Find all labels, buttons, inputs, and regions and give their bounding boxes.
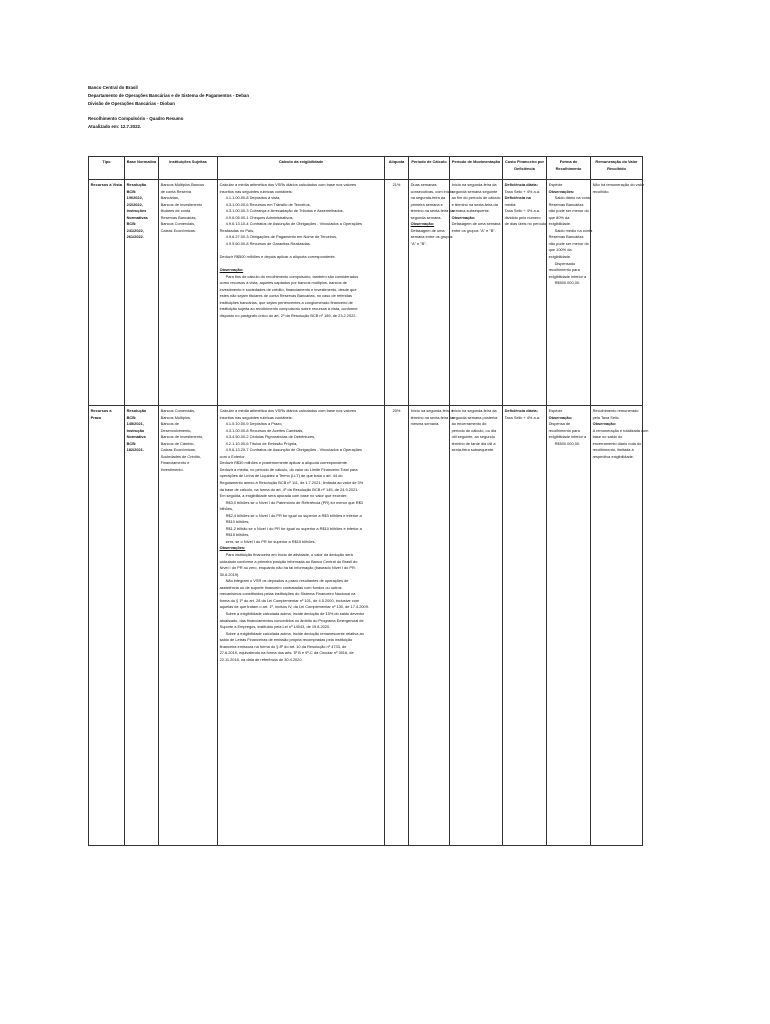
cell-line: entre os grupos "A" e "B". xyxy=(451,227,496,233)
cell-line: 2/2/2022, xyxy=(126,201,143,207)
cell-calculo xyxy=(218,406,385,846)
cell-line: segunda semana posterior xyxy=(451,414,498,420)
cell-line: R$500.000,00. xyxy=(554,440,581,446)
cell-line: Espécie xyxy=(548,408,563,413)
document-header xyxy=(88,84,249,131)
cell-line: Bancos Múltiplos, xyxy=(160,414,192,420)
cell-line: Taxa Selic + 4% a.a. xyxy=(504,188,540,194)
cell-line: exigibilidade inferior a xyxy=(548,434,587,440)
cell-line: instituições bancárias, que sejam pertencentes a conglomerado financeiro de xyxy=(219,299,353,305)
cell-line: exigibilidade inferior a xyxy=(548,273,587,279)
cell-line: Não integram o VSR os depósitos a prazo resultantes de operações de xyxy=(225,578,349,584)
cell-line: Espécie xyxy=(548,182,563,187)
cell-line: assistência ou de suporte financeiro contratadas com fundos ou outros xyxy=(219,584,342,590)
cell-line: A remuneração é totalizada com xyxy=(592,427,649,433)
cell-line: financeira emissora na forma do § 8º do art. 10 da Resolução nº 4733, de xyxy=(219,643,347,649)
cell-line: Suporte a Empregos, instituído pela Lei nº 14043, de 19.8.2020. xyxy=(219,624,331,630)
cell-base-normativa xyxy=(125,180,159,406)
division-name: Divisão de Operações Bancárias - Dioban xyxy=(88,100,175,106)
cell-line: Defasagem de uma semana xyxy=(451,221,501,227)
cell-line: R$3,0 bilhões se o Nível I do Patrimônio de Referência (PR) for menor que R$3 xyxy=(225,499,363,505)
cell-line: Defasagem de uma xyxy=(410,227,445,233)
cell-line: ao fim do período de cálculo xyxy=(451,195,501,201)
cell-line: 4.9.6.05.00-1 Cheques Administrativos, xyxy=(225,214,294,220)
col-header-forma: Forma de Recolhimento xyxy=(547,157,591,180)
cell-line: encerramento diário nota do xyxy=(592,440,642,446)
cell-line: Reservas Bancárias xyxy=(548,201,584,207)
cell-line: pela Taxa Selic. xyxy=(592,414,620,420)
cell-custo-financeiro xyxy=(503,406,547,846)
cell-line: 4.9.6.13.20-7 Contratos de Assunção de Obrigações - Vinculados a Operações xyxy=(225,447,362,453)
cell-line: Resolução xyxy=(126,408,147,413)
col-header-remuneracao: Remuneração do Valor Recolhido xyxy=(591,157,643,180)
cell-line: 4.3.1.00.00-6 Recursos em Trânsito de Terceiros, xyxy=(225,201,311,207)
cell-line: Realizadas no País, xyxy=(219,227,255,233)
cell-line: Calcular a média aritmética dos VSRs diários calculados com base nos valores xyxy=(219,182,357,187)
cell-line: Bancos Múltiplos,Bancos xyxy=(160,182,205,187)
cell-line: Início na segunda-feira da xyxy=(451,182,497,187)
cell-line: 27.6.2019, equivalendo na forma dos arts. 5º B e 9º-C da Circular nº 3916, de xyxy=(219,650,354,656)
cell-line: 4.1.1.00.00-8 Depósitos à vista, xyxy=(225,195,281,201)
cell-line: Caixas Econômicas. xyxy=(160,227,196,233)
cell-line: e término na sexta-feira da xyxy=(451,201,498,207)
cell-line: 4.3.1.00.00-8 Recursos de Aceites Cambiais, xyxy=(225,427,304,433)
cell-tipo: Recursos à Vista xyxy=(89,180,125,406)
col-header-instituicoes: Instituições Sujeitas xyxy=(159,157,218,180)
cell-line: Deficiência diária: xyxy=(504,408,538,413)
cell-line: Resolução xyxy=(126,182,147,187)
cell-line: Deduzir R$30 milhões e posteriormente aplicar a alíquota correspondente. xyxy=(219,460,349,466)
cell-line: Reservas Bancárias xyxy=(548,234,584,240)
cell-line: Observação: xyxy=(451,214,476,220)
cell-line: 4.9.6.13.10-4 Contratos de Assunção de Obrigações - Vinculados a Operações xyxy=(225,221,362,227)
cell-line: ao encerramento do xyxy=(451,421,487,427)
cell-line: Deficiência na xyxy=(504,195,531,201)
cell-line: Observação: xyxy=(592,421,617,427)
cell-line: Sobre a exigibilidade calculada acima, incide dedução de 15% do saldo devedor xyxy=(225,610,365,616)
cell-line: 1/9/2022, xyxy=(126,195,143,201)
cell-line: na segunda-feira da xyxy=(410,195,446,201)
cell-line: 182/2021. xyxy=(126,447,144,453)
cell-line: atualizado, das financiamentos concedidos no âmbito do Programa Emergencial de xyxy=(219,617,364,623)
cell-line: R$1,2 bilhão se o Nível I do PR for igual ou superior a R$10 bilhões e inferior a xyxy=(225,525,362,531)
cell-line: Observações: xyxy=(219,545,246,551)
cell-line: operações de Linha de Liquidez a Termo (LLT) de que trata o art. 44 do xyxy=(219,473,343,479)
cell-line: de dias úteis no período. xyxy=(504,221,548,227)
cell-line: Em seguida, a exigibilidade será apurada com base no valor que exceder: xyxy=(219,493,348,499)
cell-line: 4.2.1.10.00-6 Títulos de Emissão Própria, xyxy=(225,440,298,446)
cell-line: zero, se o Nível I do PR for superior a R$15 bilhões. xyxy=(225,538,316,544)
cell-line: 261/2022. xyxy=(126,234,144,240)
cell-line: Início na segunda-feira e xyxy=(410,408,454,413)
cell-line: da base de cálculo, na forma do art. 4º da Resolução BCB nº 145, de 24.9.2021. xyxy=(219,486,359,492)
cell-line: Duas semanas xyxy=(410,182,437,187)
cell-line: com o Exterior. xyxy=(219,453,246,459)
cell-line: Não há remuneração do valor xyxy=(592,182,645,187)
cell-line: 4.3.1.00.00-3 Cobrança e Arrecadação de Tributos e Assemelhados, xyxy=(225,208,344,214)
cell-line: Saldo médio na conta xyxy=(554,227,593,233)
cell-line: Observação: xyxy=(410,221,435,227)
cell-line: dividido pelo número xyxy=(504,214,541,220)
cell-line: exigibilidade. xyxy=(548,221,572,227)
cell-line: Bancos de Câmbio, xyxy=(160,440,195,446)
cell-line: R$500.000,00. xyxy=(554,280,581,286)
cell-aliquota: 20% xyxy=(385,406,409,846)
cell-line: semana subsequente. xyxy=(451,208,490,214)
cell-line: Caixas Econômicas, xyxy=(160,447,196,453)
cell-line: como recursos à vista, aqueles captados por bancos múltiplos, bancos de xyxy=(219,280,347,286)
cell-line: Nível I do PR ou zero, enquanto não há tal informação (baseado Nível I do PR: xyxy=(219,565,356,571)
col-header-periodo-calculo: Período de Cálculo xyxy=(409,157,450,180)
department-name: Departamento de Operações Bancárias e de Sistema de Pagamentos - Deban xyxy=(88,92,250,98)
cell-line: recolhimento para xyxy=(548,267,580,273)
col-header-aliquota: Alíquota xyxy=(385,157,409,180)
cell-line: inscritos nas seguintes rubricas contábeis: xyxy=(219,414,293,420)
cell-periodo-calculo xyxy=(409,406,454,846)
cell-line: Normativas xyxy=(126,214,148,220)
cell-line: BCB: xyxy=(126,414,137,420)
cell-instituicoes xyxy=(159,180,218,406)
cell-line: Taxa Selic + 4% a.a. xyxy=(504,208,540,214)
cell-line: estes não sejam titulares de conta Reservas Bancárias, no caso de referidas xyxy=(219,293,352,299)
cell-line: Bancos de xyxy=(160,421,179,427)
cell-line: 30.6.2019). xyxy=(219,571,240,577)
cell-line: 241/2022, xyxy=(126,227,144,233)
cell-line: investimento e sociedades de crédito, financiamento e investimento, desde que xyxy=(219,286,357,292)
cell-line: BCB: xyxy=(126,440,137,446)
cell-line: que 100% da xyxy=(548,247,572,253)
cell-line: Reservas Bancárias, xyxy=(160,214,197,220)
cell-line: Instrução xyxy=(126,427,145,433)
cell-line: mecanismos constituídos pelas instituições do Sistema Financeiro Nacional na xyxy=(219,591,356,597)
cell-periodo-movimentacao xyxy=(450,180,503,406)
cell-line: 4.9.6.27.00-3 Obrigações de Pagamento em Nome de Terceiros, xyxy=(225,234,338,240)
cell-line: inscritos nas seguintes rubricas contábeis: xyxy=(219,188,293,194)
updated-date: Atualizado em: 12.7.2022. xyxy=(88,124,142,130)
cell-line: consecutivas, com início xyxy=(410,188,453,194)
cell-tipo: Recursos a Prazo xyxy=(89,406,125,846)
cell-line: base no saldo do xyxy=(592,434,623,440)
cell-line: Investimento. xyxy=(160,466,184,472)
cell-line: 4.1.5.10.00-9 Depósitos a Prazo, xyxy=(225,421,283,427)
cell-line: respectiva exigibilidade. xyxy=(592,453,634,459)
cell-line: forma do § 1º do art. 28 da Lei Complementar nº 101, de 4.5.2000, inclusive com xyxy=(219,597,360,603)
cell-line: recolhimento para xyxy=(548,427,580,433)
cell-line: Bancos Comerciais, xyxy=(160,221,196,227)
cell-line: Início na segunda-feira da xyxy=(451,408,497,413)
cell-line: segunda semana seguinte xyxy=(451,188,498,194)
cell-line: "A" e "B". xyxy=(410,240,427,246)
cell-forma xyxy=(547,406,591,846)
cell-remuneracao xyxy=(591,406,649,846)
cell-line: Observação: xyxy=(548,414,573,420)
cell-forma xyxy=(547,180,591,406)
cell-aliquota: 21% xyxy=(385,180,409,406)
cell-line: Observação: xyxy=(219,267,244,273)
cell-line: instituição sujeita ao recolhimento compulsório sobre recursos à vista, conforme xyxy=(219,306,358,312)
cell-line: 4.3.4.50.00-2 Cédulas Pignoratícias de Debêntures, xyxy=(225,434,316,440)
cell-line: disposto no parágrafo único do art. 2º da Resolução BCB nº 189, de 23.2.2022. xyxy=(219,312,357,318)
cell-line: Normativa xyxy=(126,434,146,440)
col-header-custo-financeiro: Custo Financeiro por Deficiência xyxy=(503,157,547,180)
table-row xyxy=(89,180,643,406)
cell-base-normativa xyxy=(125,406,159,846)
cell-line: Deficiência diária: xyxy=(504,182,538,187)
cell-line: saldo de Letras Financeiras de emissão própria recompradas pela instituição xyxy=(219,637,353,643)
cell-line: Bancárias, xyxy=(160,195,179,201)
cell-line: recolhimento, limitada à xyxy=(592,447,634,453)
col-header-base-normativa: Base Normativa xyxy=(125,157,159,180)
cell-line: Deduzir R$500 milhões e depois aplicar a alíquota correspondente. xyxy=(219,253,336,259)
cell-line: Bancos de Investimento xyxy=(160,201,203,207)
cell-line: término na sexta-feira da xyxy=(410,208,454,214)
cell-periodo-calculo xyxy=(409,180,454,406)
col-header-tipo: Tipo xyxy=(89,157,125,180)
cell-calculo xyxy=(218,180,385,406)
cell-line: Para instituição financeira em início de atividade, o valor da dedução será xyxy=(225,552,353,558)
cell-line: Bancos Comerciais, xyxy=(160,408,196,413)
cell-line: Instruções xyxy=(126,208,147,214)
col-header-calculo: Cálculo da exigibilidade xyxy=(218,157,385,180)
cell-line: útil seguinte, ao segundo xyxy=(451,434,495,440)
cell-line: mesma semana. xyxy=(410,421,440,427)
cell-line: sexta-feira subsequente. xyxy=(451,447,495,453)
cell-line: R$10 bilhões, xyxy=(225,519,250,525)
cell-line: aquelas de que tratam o art. 1º, incisos IV, da Lei Complementar nº 130, de 17.4.2009. xyxy=(219,604,369,610)
cell-line: recolhido. xyxy=(592,188,610,194)
col-header-periodo-movimentacao: Período de Movimentação xyxy=(450,157,503,180)
cell-line: bilhões, xyxy=(219,506,234,512)
cell-line: segunda semana. xyxy=(410,214,442,220)
org-name: Banco Central do Brasil xyxy=(88,85,138,90)
cell-line: calculado conforme a primeira posição informada ao Banco Central do Brasil do xyxy=(219,558,358,564)
cell-line: Recolhimento remunerado xyxy=(592,408,639,413)
table-header-row xyxy=(89,157,643,180)
cell-line: período de cálculo, ou dia xyxy=(451,427,497,433)
cell-line: término na sexta-feira da xyxy=(410,414,454,420)
summary-table xyxy=(88,156,649,846)
cell-line: exigibilidade. xyxy=(548,254,572,260)
cell-remuneracao xyxy=(591,180,643,406)
cell-line: 4.9.9.60.00-8 Recursos de Garantias Realizadas. xyxy=(225,240,311,246)
cell-line: não pode ser menor do xyxy=(548,240,589,246)
cell-line: Desenvolvimento, xyxy=(160,427,192,433)
cell-line: Regulamento anexo à Resolução BCB nº 111, de 1.7.2021, limitada ao valor de 3% xyxy=(219,480,364,486)
cell-line: término de tarde dia útil a xyxy=(451,440,496,446)
cell-line: Bancos de Investimento, xyxy=(160,434,204,440)
cell-line: BCB: xyxy=(126,221,137,227)
cell-line: BCB: xyxy=(126,188,137,194)
cell-line: Dispensado xyxy=(554,260,576,266)
cell-line: Deduzir a média, no período de cálculo, do valor do Limite Financeiro Total para xyxy=(219,466,358,472)
cell-periodo-movimentacao xyxy=(450,406,503,846)
cell-line: Calcular a média aritmética dos VSRs diários calculados com base nos valores xyxy=(219,408,357,413)
cell-line: de conta Reserva xyxy=(160,188,192,194)
cell-line: Taxa Selic + 4% a.a. xyxy=(504,414,540,420)
cell-line: 22.11.2018, na data de referência de 30.4.2020. xyxy=(219,656,303,662)
cell-line: R$2,4 bilhões se o Nível I do PR for igual ou superior a R$3 bilhões e inferior a xyxy=(225,512,362,518)
cell-line: primeira semana e xyxy=(410,201,443,207)
cell-line: Financiamento e xyxy=(160,460,190,466)
table-row xyxy=(89,406,643,846)
cell-line: semana entre os grupos xyxy=(410,234,453,240)
cell-line: 145/2021, xyxy=(126,421,144,427)
cell-line: não pode ser menor do xyxy=(548,208,589,214)
cell-line: que 80% da xyxy=(548,214,570,220)
cell-line: R$15 bilhões, xyxy=(225,532,250,538)
document-title: Recolhimento Compulsório - Quadro Resumo xyxy=(88,116,184,122)
cell-line: Dispensa de xyxy=(548,421,571,427)
cell-line: titulares de conta xyxy=(160,208,191,214)
cell-line: Saldo diário na conta xyxy=(554,195,592,201)
cell-line: Para fins de cálculo do recolhimento compulsório, também são considerados xyxy=(225,273,359,279)
cell-custo-financeiro xyxy=(503,180,547,406)
cell-line: Observações: xyxy=(548,188,575,194)
cell-instituicoes xyxy=(159,406,218,846)
cell-line: Sociedades de Crédito, xyxy=(160,453,202,459)
cell-line: média: xyxy=(504,201,517,207)
cell-line: Sobre a exigibilidade calculada acima, incide dedução remanescente relativa ao xyxy=(225,630,364,636)
